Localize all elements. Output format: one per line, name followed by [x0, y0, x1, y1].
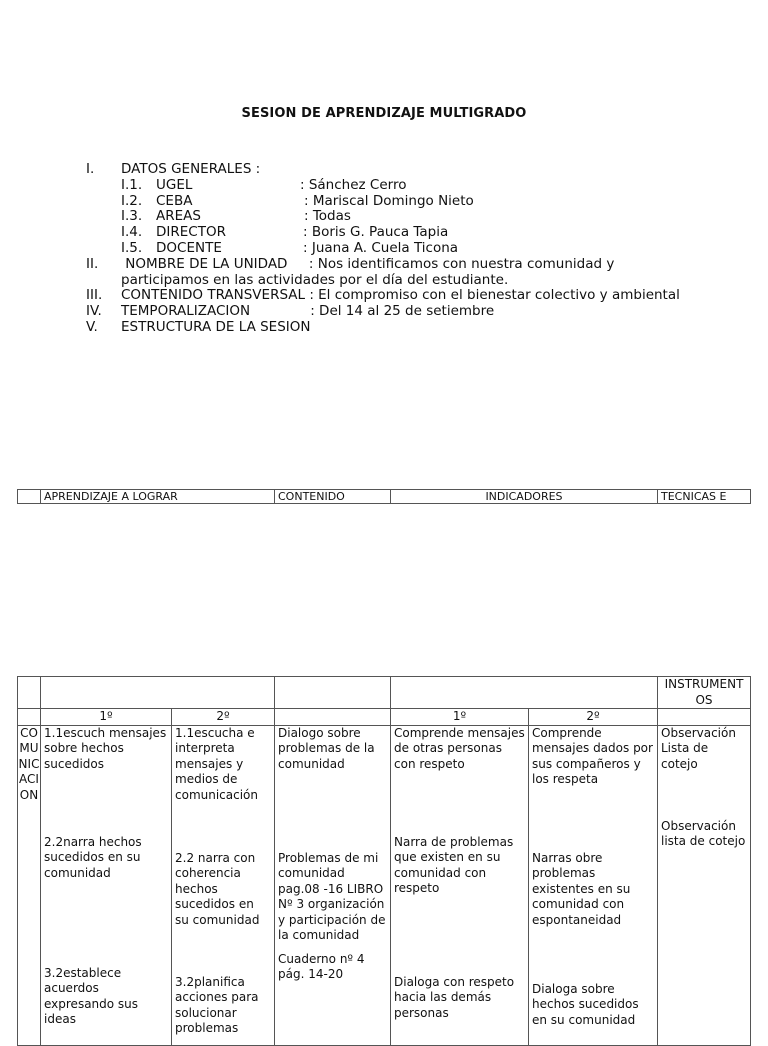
general-data-section [86, 161, 680, 336]
header-tecnicas: TECNICAS E [658, 490, 751, 504]
cell-text: Dialoga con respeto hacia las demás personas [394, 974, 515, 1020]
datos-item-director [86, 225, 508, 241]
table-cell [275, 709, 391, 726]
item-number: I.5. [121, 239, 143, 256]
cell-text: Cuaderno nº 4 pág. 14-20 [278, 951, 365, 981]
item-label: UGEL [156, 176, 193, 193]
item-number: I.3. [121, 208, 143, 225]
section-estructura [86, 320, 508, 336]
grade-1-header: 1º [391, 709, 529, 726]
item-label: AREAS [156, 208, 201, 225]
section-text: TEMPORALIZACION : Del 14 al 25 de setiembre [121, 303, 495, 320]
table-row [18, 725, 751, 1045]
table-row [18, 709, 751, 726]
header-table [17, 489, 751, 504]
item-value: : Boris G. Pauca Tapia [303, 224, 449, 241]
table-cell [275, 677, 391, 709]
item-number: I.2. [121, 192, 143, 209]
section-number: I. [86, 161, 95, 177]
indicador-1 [391, 725, 529, 1045]
section-text: NOMBRE DE LA UNIDAD : Nos identificamos con nuestra comunidad y [121, 255, 615, 272]
cell-text: 3.2planifica acciones para solucionar problemas [175, 974, 259, 1035]
table-row [18, 490, 751, 504]
cell-text: Comprende mensajes dados por sus compañeros y los respeta [532, 725, 653, 786]
section-contenido-transversal [86, 287, 680, 304]
grade-2-header: 2º [172, 709, 275, 726]
cell-text: Narras obre problemas existentes en su comunidad con espontaneidad [532, 850, 631, 927]
table-cell [658, 709, 751, 726]
section-number: IV. [86, 303, 102, 320]
datos-item-areas [86, 209, 508, 225]
session-table [17, 676, 751, 1046]
header-contenido: CONTENIDO [275, 490, 391, 504]
cell-text: Observación lista de cotejo [661, 818, 746, 848]
item-value: : Todas [304, 208, 351, 225]
datos-item-ugel [86, 178, 508, 194]
cell-text: Observación Lista de cotejo [661, 725, 736, 771]
table-cell [391, 677, 658, 709]
item-label: DIRECTOR [156, 224, 226, 241]
section-temporalizacion [86, 304, 508, 320]
item-value: : Mariscal Domingo Nieto [304, 192, 474, 209]
contenido [275, 725, 391, 1045]
instrumentos [658, 725, 751, 1045]
section-text: CONTENIDO TRANSVERSAL : El compromiso con el bienestar colectivo y ambiental [121, 287, 680, 304]
section-datos-generales [86, 162, 508, 178]
table-cell [41, 677, 275, 709]
cell-text: Problemas de mi comunidad pag.08 -16 LIBRO Nº 3 organización y participación de la comunidad [278, 850, 386, 942]
header-instrumentos: INSTRUMENTOS [658, 677, 751, 709]
section-text: ESTRUCTURA DE LA SESION [121, 318, 311, 335]
area-label: COMUNICACION [18, 725, 41, 1045]
section-number: II. [86, 255, 99, 272]
section-number: III. [86, 287, 103, 304]
item-label: CEBA [156, 192, 193, 209]
header-indicadores: INDICADORES [391, 490, 658, 504]
table-cell [18, 709, 41, 726]
item-label: DOCENTE [156, 239, 222, 256]
item-number: I.1. [121, 176, 143, 193]
cell-text: 1.1escucha e interpreta mensajes y medios de comunicación [175, 725, 259, 802]
grade-1-header: 1º [41, 709, 172, 726]
cell-text: 2.2 narra con coherencia hechos sucedidos en su comunidad [175, 850, 260, 927]
section-label: DATOS GENERALES : [121, 161, 261, 177]
table-cell [18, 677, 41, 709]
cell-text: 1.1escuch mensajes sobre hechos sucedidos [44, 725, 167, 771]
datos-item-ceba [86, 194, 508, 210]
cell-text: Comprende mensajes de otras personas con respeto [394, 725, 525, 771]
aprendizaje-1 [41, 725, 172, 1045]
section-number: V. [86, 318, 98, 335]
section-continuation: participamos en las actividades por el día del estudiante. [121, 271, 509, 288]
item-value: : Sánchez Cerro [300, 176, 407, 193]
item-value: : Juana A. Cuela Ticona [303, 239, 459, 256]
cell-text: Dialoga sobre hechos sucedidos en su comunidad [532, 981, 639, 1027]
item-number: I.4. [121, 224, 143, 241]
table-row [18, 677, 751, 709]
grade-2-header: 2º [529, 709, 658, 726]
section-nombre-unidad [86, 255, 615, 273]
indicador-2 [529, 725, 658, 1045]
datos-item-docente [86, 241, 508, 257]
page-title: SESION DE APRENDIZAJE MULTIGRADO [241, 106, 527, 121]
header-aprendizaje: APRENDIZAJE A LOGRAR [41, 490, 275, 504]
cell-text: Narra de problemas que existen en su comunidad con respeto [394, 834, 514, 895]
cell-text: 3.2establece acuerdos expresando sus ideas [44, 965, 139, 1026]
cell-text: Dialogo sobre problemas de la comunidad [278, 725, 375, 771]
table-cell [18, 490, 41, 504]
aprendizaje-2 [172, 725, 275, 1045]
cell-text: 2.2narra hechos sucedidos en su comunidad [44, 834, 142, 880]
